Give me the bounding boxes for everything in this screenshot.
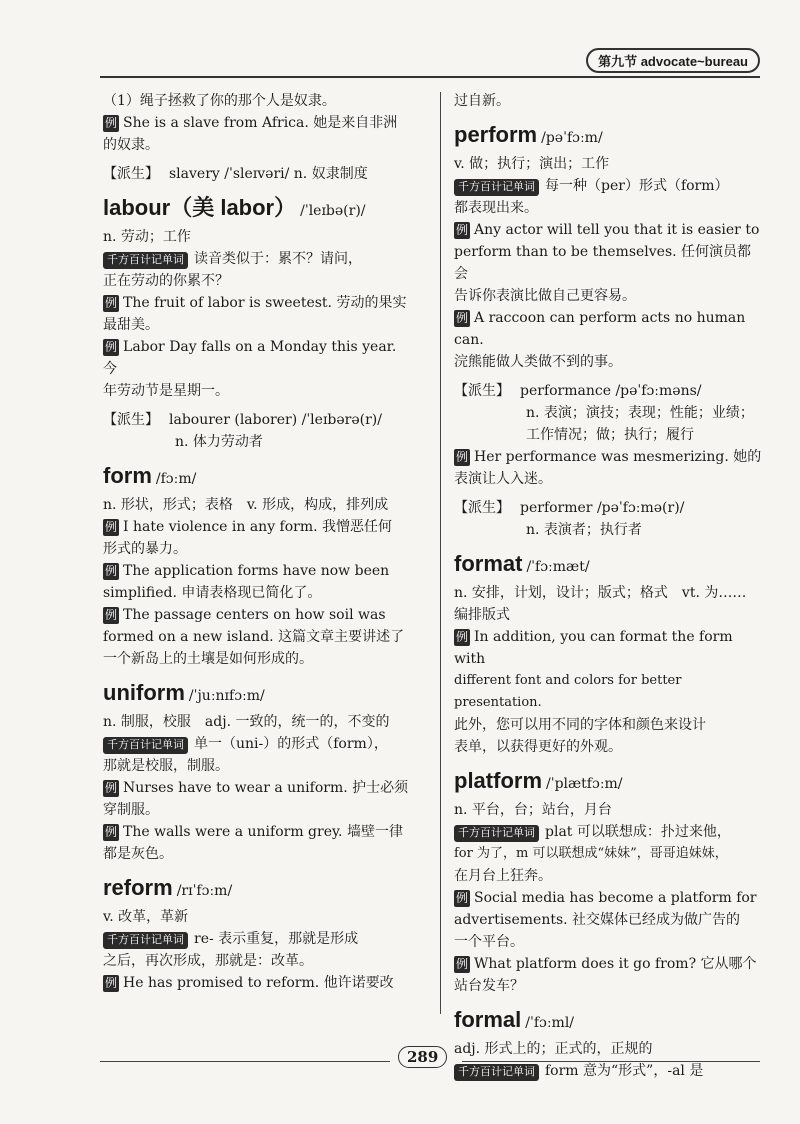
derivative: 【派生】 labourer (laborer) /ˈleɪbərə(r)/	[103, 411, 382, 428]
example: 例 A raccoon can perform acts no human can.	[454, 310, 746, 348]
mnemonic-cont: 都表现出来。	[454, 200, 538, 216]
mnemonic-label: 千方百计记单词	[103, 737, 188, 754]
example-label: 例	[456, 630, 469, 644]
continued-text: （1）绳子拯救了你的那个人是奴隶。	[103, 93, 336, 109]
example-cont: different font and colors for better presentation.	[454, 673, 682, 710]
mnemonic-cont: 那就是校服，制服。	[103, 758, 229, 774]
example: 例 Her performance was mesmerizing. 她的	[456, 449, 762, 465]
derivative-cont: n. 表演者；执行者	[526, 522, 642, 538]
column-divider	[440, 92, 441, 1014]
example-label: 例	[456, 891, 469, 905]
derivative-label: 【派生】	[454, 382, 510, 398]
footer-rule-right	[462, 1061, 760, 1062]
mnemonic-label: 千方百计记单词	[454, 825, 539, 842]
example-cont: 表演让人入迷。	[454, 471, 552, 487]
mnemonic-label: 千方百计记单词	[103, 252, 188, 269]
mnemonic: 千方百计记单词 re- 表示重复，那就是形成	[103, 928, 411, 950]
headword: format	[454, 551, 523, 576]
entry-platform	[454, 766, 762, 799]
derivative: 【派生】 performer /pəˈfɔːmə(r)/	[454, 499, 685, 516]
derivative-label: 【派生】	[103, 165, 159, 181]
example-cont: 最甜美。	[103, 317, 159, 333]
example: 例 She is a slave from Africa. 她是来自非洲	[105, 115, 398, 131]
example-label: 例	[105, 976, 118, 990]
example-cont: 表单，以获得更好的外观。	[454, 739, 622, 755]
mnemonic-cont: for 为了，m 可以联想成“妹妹”，哥哥追妹妹，	[454, 846, 728, 861]
phonetic: /ˈfɔːmæt/	[526, 559, 590, 575]
example-label: 例	[105, 564, 118, 578]
example-cont: advertisements. 社交媒体已经成为做广告的	[454, 912, 741, 928]
example: 例 The fruit of labor is sweetest. 劳动的果实	[105, 295, 407, 311]
mnemonic: 千方百计记单词 form 意为“形式”，-al 是	[454, 1060, 762, 1082]
example: 例 What platform does it go from? 它从哪个	[456, 956, 757, 972]
section-tag: 第九节 advocate~bureau	[586, 48, 760, 73]
example-label: 例	[105, 781, 118, 795]
continued-text: 过自新。	[454, 93, 510, 109]
definition: n. 制服，校服 adj. 一致的，统一的，不变的	[103, 714, 390, 730]
example-label: 例	[456, 311, 469, 325]
derivative-cont: n. 表演；演技；表现；性能；业绩；	[526, 405, 754, 421]
definition: n. 劳动；工作	[103, 229, 191, 245]
example-label: 例	[456, 450, 469, 464]
example: 例 Nurses have to wear a uniform. 护士必须	[105, 780, 409, 796]
phonetic: /fɔːm/	[155, 471, 197, 487]
phonetic: /ˈplætfɔːm/	[546, 776, 623, 792]
mnemonic-label: 千方百计记单词	[454, 1064, 539, 1081]
entry-labour	[103, 193, 411, 226]
definition: n. 安排，计划，设计；版式；格式 vt. 为……	[454, 585, 747, 601]
entry-uniform	[103, 678, 411, 711]
mnemonic-cont: 正在劳动的你累不？	[103, 273, 229, 289]
entry-form	[103, 461, 411, 494]
example-cont: simplified. 申请表格现已简化了。	[103, 585, 322, 601]
example-cont: perform than to be themselves. 任何演员都会	[454, 244, 752, 282]
example-cont: 穿制服。	[103, 802, 159, 818]
example-cont: 都是灰色。	[103, 846, 173, 862]
definition: v. 改革，革新	[103, 909, 189, 925]
derivative-label: 【派生】	[103, 411, 159, 427]
mnemonic: 千方百计记单词 读音类似于：累不？请问，	[103, 248, 411, 270]
definition: adj. 形式上的；正式的，正规的	[454, 1041, 653, 1057]
derivative-cont: 工作情况；做；执行；履行	[526, 427, 694, 443]
mnemonic-cont: 在月台上狂奔。	[454, 868, 552, 884]
example-cont: 一个平台。	[454, 934, 524, 950]
mnemonic-label: 千方百计记单词	[103, 932, 188, 949]
entry-format	[454, 549, 762, 582]
headword: formal	[454, 1007, 522, 1032]
right-column	[454, 90, 762, 1082]
example: 例 The walls were a uniform grey. 墙壁一律	[105, 824, 403, 840]
example: 例 I hate violence in any form. 我憎恶任何	[105, 519, 393, 535]
definition: n. 平台，台；站台，月台	[454, 802, 612, 818]
example-cont: 此外，您可以用不同的字体和颜色来设计	[454, 717, 706, 733]
page-number: 289	[398, 1046, 447, 1068]
phonetic: /ˈleɪbə(r)/	[300, 203, 366, 219]
footer-rule-left	[100, 1061, 390, 1062]
example-label: 例	[105, 116, 118, 130]
example-label: 例	[105, 296, 118, 310]
example-cont: 的奴隶。	[103, 137, 159, 153]
left-column	[103, 90, 411, 994]
example-cont: 一个新岛上的土壤是如何形成的。	[103, 651, 313, 667]
example-cont: 告诉你表演比做自己更容易。	[454, 288, 636, 304]
example: 例 In addition, you can format the form with	[454, 629, 733, 667]
phonetic: /pəˈfɔːm/	[541, 130, 603, 146]
mnemonic: 千方百计记单词 单一（uni-）的形式（form），	[103, 733, 411, 755]
definition-cont: 编排版式	[454, 607, 510, 623]
mnemonic: 千方百计记单词 每一种（per）形式（form）	[454, 175, 762, 197]
example: 例 The passage centers on how soil was	[105, 607, 386, 623]
mnemonic-cont: 之后，再次形成，那就是：改革。	[103, 953, 313, 969]
phonetic: /rɪˈfɔːm/	[176, 883, 233, 899]
example-label: 例	[456, 223, 469, 237]
example-label: 例	[105, 825, 118, 839]
headword: platform	[454, 768, 542, 793]
mnemonic-label: 千方百计记单词	[454, 179, 539, 196]
derivative: 【派生】 slavery /ˈsleɪvəri/ n. 奴隶制度	[103, 165, 368, 182]
example-label: 例	[105, 340, 118, 354]
derivative-label: 【派生】	[454, 499, 510, 515]
headword: reform	[103, 875, 173, 900]
example-cont: 站台发车？	[454, 978, 524, 994]
example-label: 例	[456, 957, 469, 971]
example: 例 Social media has become a platform for	[456, 890, 757, 906]
entry-perform	[454, 120, 762, 153]
phonetic: /ˈjuːnɪfɔːm/	[188, 688, 265, 704]
headword: uniform	[103, 680, 185, 705]
example-cont: 形式的暴力。	[103, 541, 187, 557]
headword: labour（美 labor）	[103, 195, 297, 220]
definition: v. 做；执行；演出；工作	[454, 156, 610, 172]
example-cont: 年劳动节是星期一。	[103, 383, 229, 399]
derivative-cont: n. 体力劳动者	[175, 434, 263, 450]
example-cont: formed on a new island. 这篇文章主要讲述了	[103, 629, 405, 645]
header-rule	[100, 76, 760, 78]
mnemonic: 千方百计记单词 plat 可以联想成：扑过来他，	[454, 821, 762, 843]
phonetic: /ˈfɔːml/	[525, 1015, 575, 1031]
entry-formal	[454, 1005, 762, 1038]
definition: n. 形状，形式；表格 v. 形成，构成，排列成	[103, 497, 389, 513]
headword: form	[103, 463, 152, 488]
example: 例 The application forms have now been	[105, 563, 390, 579]
example-label: 例	[105, 608, 118, 622]
example: 例 He has promised to reform. 他许诺要改	[105, 975, 394, 991]
example-cont: 浣熊能做人类做不到的事。	[454, 354, 622, 370]
example: 例 Labor Day falls on a Monday this year. 今	[103, 339, 397, 377]
derivative: 【派生】 performance /pəˈfɔːməns/	[454, 382, 702, 399]
example: 例 Any actor will tell you that it is easier to	[456, 222, 760, 238]
headword: perform	[454, 122, 538, 147]
example-label: 例	[105, 520, 118, 534]
entry-reform	[103, 873, 411, 906]
